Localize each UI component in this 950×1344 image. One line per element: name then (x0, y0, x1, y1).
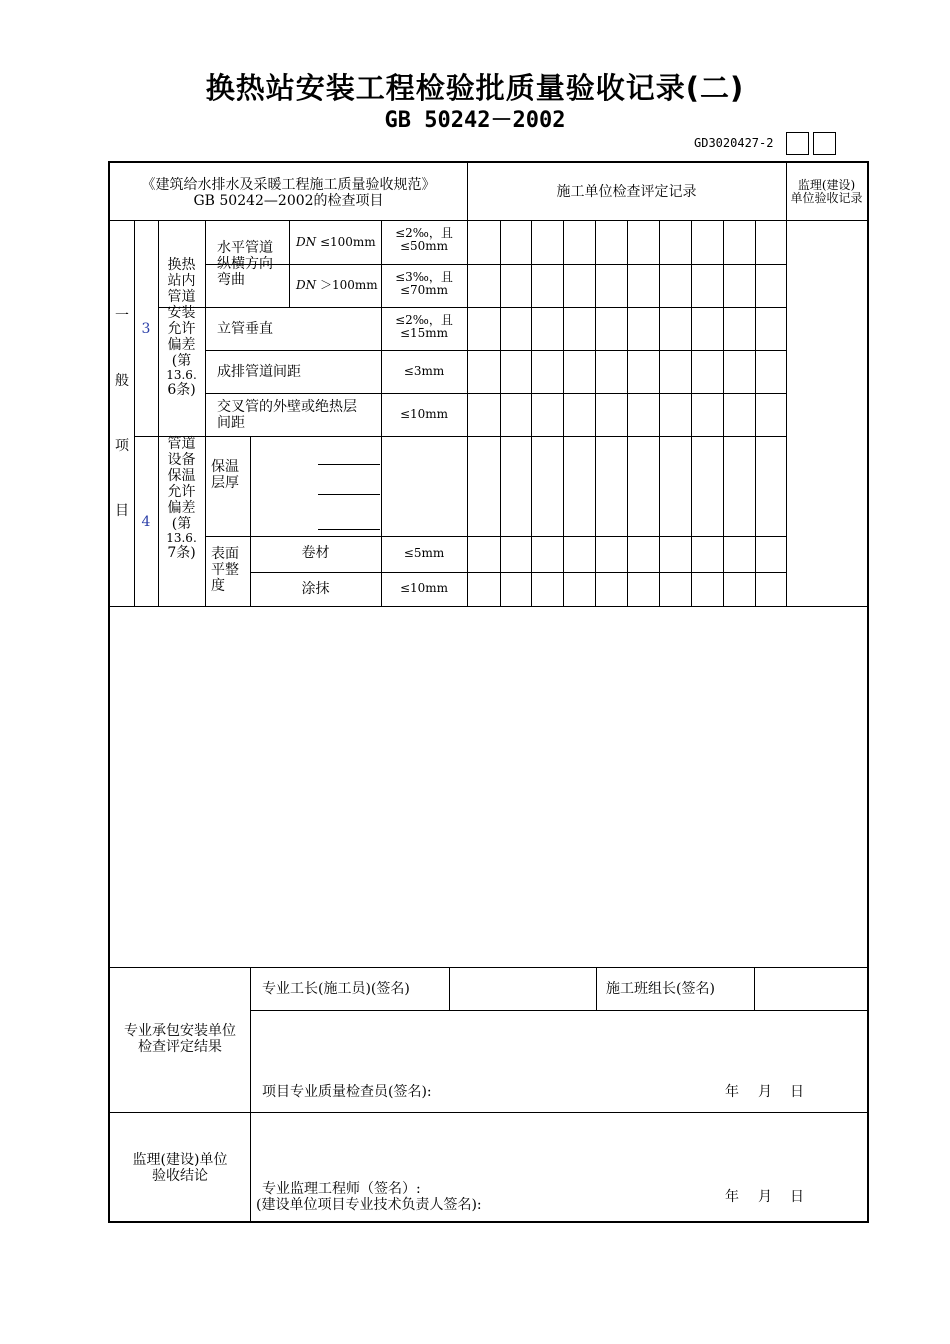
header-bottom-line (110, 220, 867, 221)
horizontal-label-line: 纵横方向 (217, 256, 273, 272)
page-title: 换热站安装工程检验批质量验收记录(二) (205, 71, 745, 105)
col-line (134, 220, 135, 606)
standard-code: GB 50242－2002 (384, 108, 566, 133)
col-line (467, 163, 468, 606)
col-line (563, 220, 564, 606)
team-leader-signature-field[interactable] (755, 968, 865, 1010)
row-spacing-label: 成排管道间距 (217, 364, 301, 380)
col-line (755, 220, 756, 606)
flatness-label-line: 平整 (211, 562, 239, 578)
supervisor-record-line2: 单位验收记录 (790, 191, 863, 205)
date-month: 月 (758, 1189, 772, 1205)
thickness-label-line: 层厚 (211, 475, 239, 491)
supervisor-engineer-label: 专业监理工程师（签名）: (262, 1181, 421, 1197)
spec-title-line2: GB 50242—2002的检查项目 (193, 193, 384, 209)
general-char-4: 目 (115, 503, 129, 519)
item-3-name-line: 偏差 (167, 337, 196, 353)
col-line (659, 220, 660, 606)
item-4-name-line: 13.6. (166, 531, 197, 545)
cross-label-line: 交叉管的外壁或绝热层 (217, 399, 357, 415)
foreman-signature-field[interactable] (450, 968, 596, 1010)
spec-title (110, 177, 467, 209)
horizontal-label-line: 水平管道 (217, 240, 273, 256)
form-code-box-2[interactable] (813, 132, 836, 155)
dn-large-value-line: ≤3‰，且 (395, 270, 453, 284)
horizontal-pipe-label (217, 240, 273, 288)
date-year: 年 (725, 1084, 739, 1100)
insulation-thickness-label (211, 459, 239, 491)
date-month: 月 (758, 1084, 772, 1100)
form-code: GD3020427-2 (694, 136, 774, 150)
item-3-name (158, 257, 205, 398)
date-year: 年 (725, 1189, 739, 1205)
cross-pipe-value: ≤10mm (399, 407, 449, 421)
dn-large-text: ＞100mm (319, 278, 378, 292)
item-3-name-line: 6条) (167, 382, 196, 398)
item-3-name-line: (第 (171, 353, 192, 369)
general-char-3: 项 (115, 438, 129, 454)
vertical-value-line: ≤2‰，且 (395, 313, 453, 327)
col-line (723, 220, 724, 606)
general-char-2: 般 (115, 373, 129, 389)
row-line (205, 264, 786, 265)
col-line (250, 967, 251, 1221)
item-3-number: 3 (141, 321, 151, 337)
dn-small-text: ≤100mm (319, 235, 376, 249)
item-4-name (158, 436, 205, 561)
dn-small-value-line: ≤50mm (399, 239, 449, 253)
col-line (205, 220, 206, 606)
horizontal-label-line: 弯曲 (217, 272, 245, 288)
col-line (627, 220, 628, 606)
table-bottom-line (110, 606, 867, 607)
supervisor-conclusion-label (110, 1152, 250, 1184)
blank-line (318, 464, 380, 465)
item-3-name-line: 允许 (167, 321, 196, 337)
col-line (691, 220, 692, 606)
item-4-name-line: 允许 (167, 484, 196, 500)
supervisor-conclusion-line1: 监理(建设)单位 (132, 1152, 228, 1168)
row-line (250, 572, 786, 573)
cross-pipe-label (217, 399, 357, 431)
dn-small-value (381, 227, 467, 253)
owner-rep-label: (建设单位项目专业技术负责人签名): (256, 1197, 482, 1213)
surface-flatness-label (211, 546, 239, 594)
blank-line (318, 529, 380, 530)
item-4-name-line: 设备 (167, 452, 196, 468)
supervisor-record-header (786, 179, 867, 205)
dn-prefix: DN (296, 278, 317, 292)
paint-value: ≤10mm (399, 581, 449, 595)
col-line (500, 220, 501, 606)
dn-large-value-line: ≤70mm (399, 283, 449, 297)
flatness-label-line: 表面 (211, 546, 239, 562)
row-line (205, 536, 786, 537)
inspection-form (108, 161, 869, 1223)
col-line (289, 220, 290, 307)
item-4-name-line: 偏差 (167, 500, 196, 516)
cross-label-line: 间距 (217, 415, 245, 431)
row-line (134, 436, 786, 437)
item-3-name-line: 换热 (167, 257, 196, 273)
thickness-label-line: 保温 (211, 459, 239, 475)
contractor-result-line1: 专业承包安装单位 (124, 1023, 236, 1039)
quality-inspector-label: 项目专业质量检查员(签名): (262, 1084, 432, 1100)
dn-small-value-line: ≤2‰，且 (395, 226, 453, 240)
flatness-label-line: 度 (211, 578, 225, 594)
roll-material-label: 卷材 (301, 545, 330, 561)
supervisor-conclusion-line2: 验收结论 (152, 1168, 208, 1184)
roll-material-value: ≤5mm (403, 546, 445, 560)
paint-label: 涂抹 (301, 581, 330, 597)
col-line (596, 967, 597, 1010)
item-3-name-line: 安装 (167, 305, 196, 321)
contractor-result-label (110, 1023, 250, 1055)
row-line (110, 1112, 867, 1113)
vertical-pipe-value (381, 314, 467, 340)
form-code-box-1[interactable] (786, 132, 809, 155)
col-line (595, 220, 596, 606)
item-4-name-line: 管道 (167, 436, 196, 452)
construction-record-header: 施工单位检查评定记录 (556, 184, 697, 200)
item-4-number: 4 (141, 514, 151, 530)
item-4-name-line: (第 (171, 516, 192, 532)
vertical-value-line: ≤15mm (399, 326, 449, 340)
spec-title-line1: 《建筑给水排水及采暖工程施工质量验收规范》 (141, 177, 436, 193)
general-char-1: 一 (115, 308, 129, 324)
dn-prefix: DN (296, 235, 317, 249)
row-line (205, 350, 786, 351)
dn-large-value (381, 271, 467, 297)
col-line (531, 220, 532, 606)
contractor-result-line2: 检查评定结果 (138, 1039, 222, 1055)
dn-large-label (296, 279, 378, 292)
item-3-name-line: 13.6. (166, 368, 197, 382)
dn-small-label (296, 236, 376, 249)
date-day: 日 (790, 1084, 804, 1100)
item-3-name-line: 站内 (167, 273, 196, 289)
blank-line (318, 494, 380, 495)
foreman-signature-label: 专业工长(施工员)(签名) (262, 981, 410, 997)
date-day: 日 (790, 1189, 804, 1205)
row-line (205, 393, 786, 394)
supervisor-record-line1: 监理(建设) (797, 178, 856, 192)
row-line (250, 1010, 867, 1011)
item-4-name-line: 7条) (167, 545, 196, 561)
vertical-pipe-label: 立管垂直 (217, 321, 273, 337)
item-3-name-line: 管道 (167, 289, 196, 305)
col-line (786, 163, 787, 606)
team-leader-signature-label: 施工班组长(签名) (606, 981, 715, 997)
item-4-name-line: 保温 (167, 468, 196, 484)
row-spacing-value: ≤3mm (403, 364, 445, 378)
